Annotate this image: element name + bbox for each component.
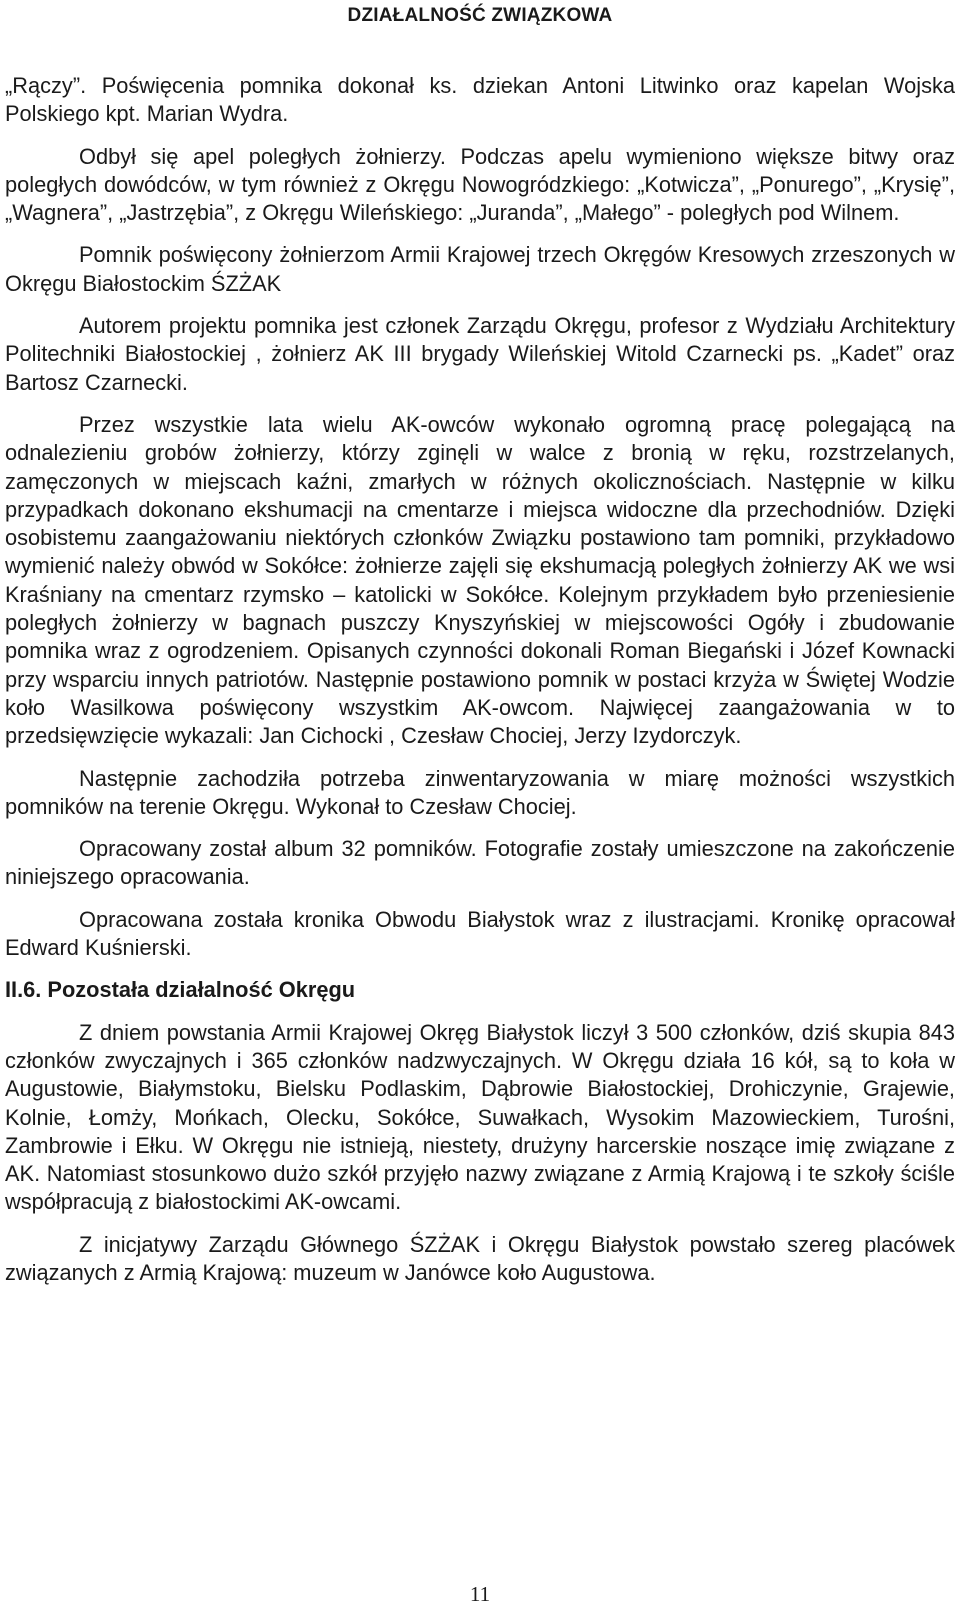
paragraph-graves-search: Przez wszystkie lata wielu AK-owców wykonało ogromną pracę polegającą na odnalezieniu grobów żołnierzy, którzy zginęli w walce z bronią w ręku, rozstrzelanych, zamęczonych w miejscach kaźni, zmarłych w różnych okolicznościach. Następnie w kilku przypadkach dokonano ekshumacji na cmentarze i miejsca widoczne dla przechodniów. Dzięki osobistemu zaangażowaniu niektórych członków Związku postawiono tam pomniki, przykładowo wymienić należy obwód w Sokółce: żołnierze zajęli się ekshumacją poległych żołnierzy AK we wsi Kraśniany na cmentarz rzymsko – katolicki w Sokółce. Kolejnym przykładem było przeniesienie poległych żołnierzy w bagnach puszczy Knyszyńskiej w miejscowości Ogóły i zbudowanie pomnika wraz z ogrodzeniem. Opisanych czynności dokonali Roman Biegański i Józef Kownacki przy wsparciu innych patriotów. Następnie postawiono pomnik w postaci krzyża w Świętej Wodzie koło Wasilkowa poświęcony wszystkim AK-owcom. Najwięcej zaangażowania w to przedsięwzięcie wykazali: Jan Cichocki , Czesław Chociej, Jerzy Izydorczyk.: [5, 411, 955, 749]
paragraph-continuation: „Rączy”. Poświęcenia pomnika dokonał ks. dziekan Antoni Litwinko oraz kapelan Wojska Polskiego kpt. Marian Wydra.: [5, 73, 955, 127]
paragraph-inventory: Następnie zachodziła potrzeba zinwentaryzowania w miarę możności wszystkich pomników na terenie Okręgu. Wykonał to Czesław Chociej.: [5, 765, 955, 819]
paragraph-district-members: Z dniem powstania Armii Krajowej Okręg Białystok liczył 3 500 członków, dziś skupia 843 członków zwyczajnych i 365 członków nadzwyczajnych. W Okręgu działa 16 kół, są to koła w Augustowie, Białymstoku, Bielsku Podlaskim, Dąbrowie Białostockiej, Drohiczynie, Grajewie, Kolnie, Łomży, Mońkach, Olecku, Sokółce, Suwałkach, Wysokim Mazowieckiem, Turośni, Zambrowie i Ełku. W Okręgu nie istnieją, niestety, drużyny harcerskie noszące imię związane z AK. Natomiast stosunkowo dużo szkół przyjęło nazwy związane z Armią Krajową i te szkoły ściśle współpracują z białostockimi AK-owcami.: [5, 1019, 955, 1215]
paragraph-album: Opracowany został album 32 pomników. Fotografie zostały umieszczone na zakończenie niniejszego opracowania.: [5, 836, 955, 890]
paragraph-monument-author: Autorem projektu pomnika jest członek Zarządu Okręgu, profesor z Wydziału Architektury Politechniki Białostockiej , żołnierz AK III brygady Wileńskiej Witold Czarnecki ps. „Kadet” oraz Bartosz Czarnecki.: [5, 313, 955, 395]
paragraph-roll-call: Odbył się apel poległych żołnierzy. Podczas apelu wymieniono większe bitwy oraz poległych dowódców, w tym również z Okręgu Nowogródzkiego: „Kotwicza”, „Ponurego”, „Krysię”, „Wagnera”, „Jastrzębia”, z Okręgu Wileńskiego: „Juranda”, „Małego” - poległych pod Wilnem.: [5, 143, 955, 226]
page-number: 11: [469, 1582, 491, 1606]
paragraph-chronicle: Opracowana została kronika Obwodu Białystok wraz z ilustracjami. Kronikę opracował Edward Kuśnierski.: [5, 906, 955, 961]
paragraph-initiatives: Z inicjatywy Zarządu Głównego ŚZŻAK i Okręgu Białystok powstało szereg placówek związanych z Armią Krajową: muzeum w Janówce koło Augustowa.: [5, 1231, 955, 1285]
paragraph-monument-dedication: Pomnik poświęcony żołnierzom Armii Krajowej trzech Okręgów Kresowych zrzeszonych w Okręgu Białostockim ŚZŻAK: [5, 242, 955, 296]
page-body: [5, 72, 955, 1301]
running-header: DZIAŁALNOŚĆ ZWIĄZKOWA: [347, 5, 613, 26]
section-heading: II.6. Pozostała działalność Okręgu: [5, 977, 356, 1003]
